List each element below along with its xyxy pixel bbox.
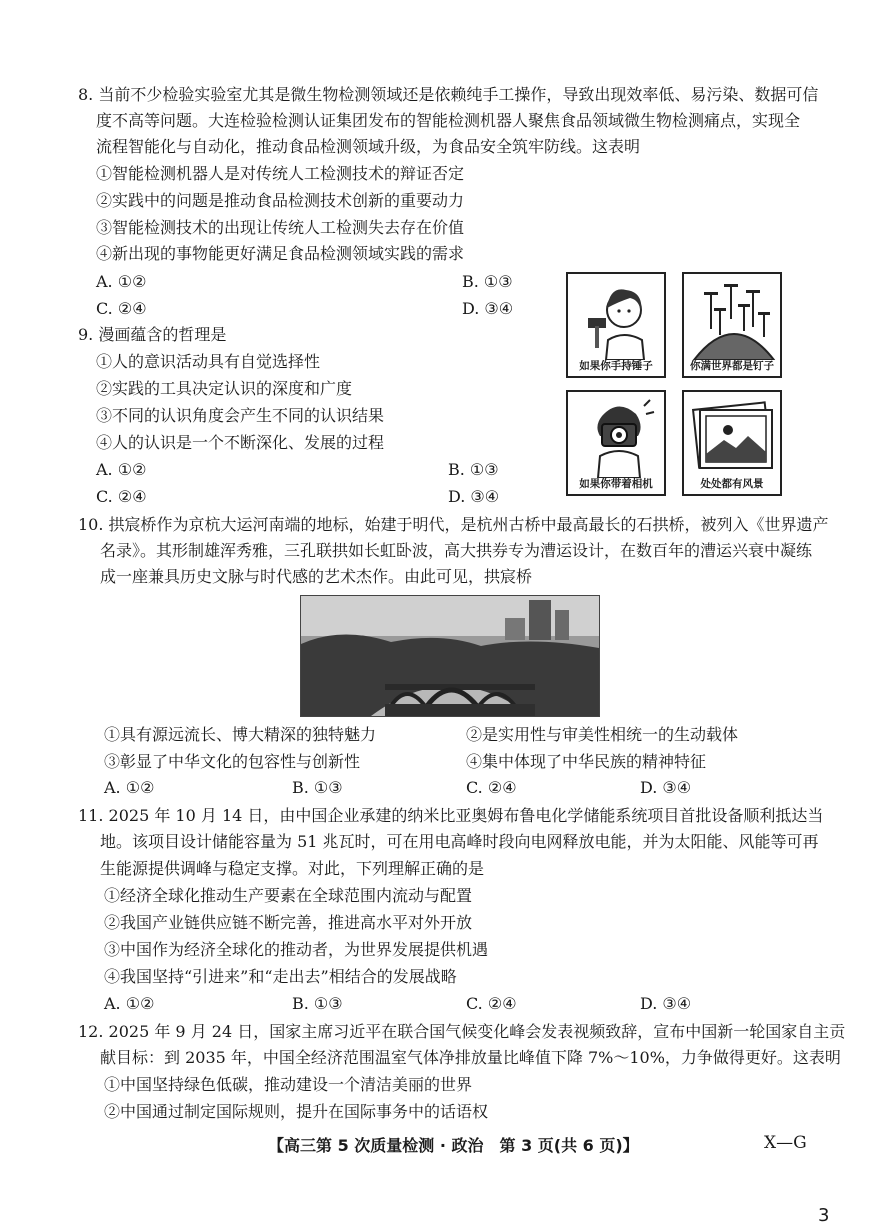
q9-stem: 9. 漫画蕴含的哲理是 — [78, 325, 227, 344]
cartoon-caption-1: 如果你手持锤子 — [579, 360, 653, 372]
q8-option-c[interactable]: C. ②④ — [96, 299, 147, 318]
page-number: 3 — [818, 1205, 830, 1226]
person-with-camera-icon — [574, 396, 662, 478]
q10-option-d[interactable]: D. ③④ — [640, 778, 692, 797]
person-with-hammer-icon — [574, 278, 662, 360]
q10-option-a[interactable]: A. ①② — [104, 778, 155, 797]
cartoon-caption-2: 你满世界都是钉子 — [690, 360, 774, 372]
q10-stem-line-2: 名录》。其形制雄浑秀雅，三孔联拱如长虹卧波，高大拱券专为漕运设计，在数百年的漕运兴衰中凝练 — [100, 541, 813, 560]
q8-option-a[interactable]: A. ①② — [96, 272, 147, 291]
q11-option-b[interactable]: B. ①③ — [292, 994, 343, 1013]
paper-code: X—G — [764, 1133, 807, 1153]
q8-stem-line-2: 度不高等问题。大连检验检测认证集团发布的智能检测机器人聚焦食品领域微生物检测痛点，实现全 — [96, 111, 801, 130]
q12-stem-line-2: 献目标：到 2035 年，中国全经济范围温室气体净排放量比峰值下降 7%～10%，力争做得更好。这表明 — [100, 1048, 841, 1067]
cartoon-scenery-panel — [682, 390, 782, 496]
q10-option-c[interactable]: C. ②④ — [466, 778, 517, 797]
q10-stem-line-1: 10. 拱宸桥作为京杭大运河南端的地标，始建于明代，是杭州古桥中最高最长的石拱桥，被列入《世界遗产 — [78, 515, 829, 534]
q8-stem-line-1: 8. 当前不少检验实验室尤其是微生物检测领域还是依赖纯手工操作，导致出现效率低、易污染、数据可信 — [78, 85, 819, 104]
q11-item-3: ③中国作为经济全球化的推动者，为世界发展提供机遇 — [104, 940, 489, 959]
q12-item-2: ②中国通过制定国际规则，提升在国际事务中的话语权 — [104, 1102, 489, 1121]
q8-item-1: ①智能检测机器人是对传统人工检测技术的辩证否定 — [96, 164, 465, 183]
q11-stem-line-2: 地。该项目设计储能容量为 51 兆瓦时，可在用电高峰时段向电网释放电能，并为太阳能、风能等可再 — [100, 832, 819, 851]
q8-item-3: ③智能检测技术的出现让传统人工检测失去存在价值 — [96, 218, 465, 237]
q8-option-b[interactable]: B. ①③ — [462, 272, 513, 291]
q8-option-d[interactable]: D. ③④ — [462, 299, 514, 318]
q11-stem-line-1: 11. 2025 年 10 月 14 日，由中国企业承建的纳米比亚奥姆布鲁电化学储能系统项目首批设备顺利抵达当 — [78, 806, 824, 825]
q9-option-d[interactable]: D. ③④ — [448, 487, 500, 506]
q10-stem-line-3: 成一座兼具历史文脉与时代感的艺术杰作。由此可见，拱宸桥 — [100, 567, 533, 586]
q10-option-b[interactable]: B. ①③ — [292, 778, 343, 797]
q8-item-4: ④新出现的事物能更好满足食品检测领域实践的需求 — [96, 244, 465, 263]
q10-item-4: ④集中体现了中华民族的精神特征 — [466, 752, 707, 771]
q9-item-4: ④人的认识是一个不断深化、发展的过程 — [96, 433, 385, 452]
cartoon-nails-panel — [682, 272, 782, 378]
q9-option-b[interactable]: B. ①③ — [448, 460, 499, 479]
q10-item-3: ③彰显了中华文化的包容性与创新性 — [104, 752, 361, 771]
q11-item-1: ①经济全球化推动生产要素在全球范围内流动与配置 — [104, 886, 473, 905]
q11-item-4: ④我国坚持“引进来”和“走出去”相结合的发展战略 — [104, 967, 457, 986]
arch-bridge-image — [301, 596, 599, 716]
q10-item-2: ②是实用性与审美性相统一的生动载体 — [466, 725, 739, 744]
q11-item-2: ②我国产业链供应链不断完善，推进高水平对外开放 — [104, 913, 473, 932]
grand-canal-bridge-photo — [300, 595, 600, 717]
q8-stem-line-3: 流程智能化与自动化，推动食品检测领域升级，为食品安全筑牢防线。这表明 — [96, 137, 641, 156]
q8-item-2: ②实践中的问题是推动食品检测技术创新的重要动力 — [96, 191, 465, 210]
q9-item-2: ②实践的工具决定认识的深度和广度 — [96, 379, 353, 398]
q12-stem-line-1: 12. 2025 年 9 月 24 日，国家主席习近平在联合国气候变化峰会发表视频致辞，宣布中国新一轮国家自主贡 — [78, 1022, 846, 1041]
photos-scenery-icon — [690, 396, 778, 478]
q11-option-a[interactable]: A. ①② — [104, 994, 155, 1013]
cartoon-hammer-panel — [566, 272, 666, 378]
q9-option-c[interactable]: C. ②④ — [96, 487, 147, 506]
q11-option-d[interactable]: D. ③④ — [640, 994, 692, 1013]
q11-option-c[interactable]: C. ②④ — [466, 994, 517, 1013]
globe-with-nails-icon — [690, 278, 778, 360]
q9-option-a[interactable]: A. ①② — [96, 460, 147, 479]
cartoon-camera-panel — [566, 390, 666, 496]
q11-stem-line-3: 生能源提供调峰与稳定支撑。对此，下列理解正确的是 — [100, 859, 485, 878]
q12-item-1: ①中国坚持绿色低碳，推动建设一个清洁美丽的世界 — [104, 1075, 473, 1094]
q9-item-3: ③不同的认识角度会产生不同的认识结果 — [96, 406, 385, 425]
cartoon-caption-3: 如果你带着相机 — [579, 478, 653, 490]
cartoon-caption-4: 处处都有风景 — [700, 478, 764, 490]
q10-item-1: ①具有源远流长、博大精深的独特魅力 — [104, 725, 377, 744]
q9-item-1: ①人的意识活动具有自觉选择性 — [96, 352, 321, 371]
page-footer: 【高三第 5 次质量检测 · 政治 第 3 页(共 6 页)】 — [268, 1136, 639, 1155]
